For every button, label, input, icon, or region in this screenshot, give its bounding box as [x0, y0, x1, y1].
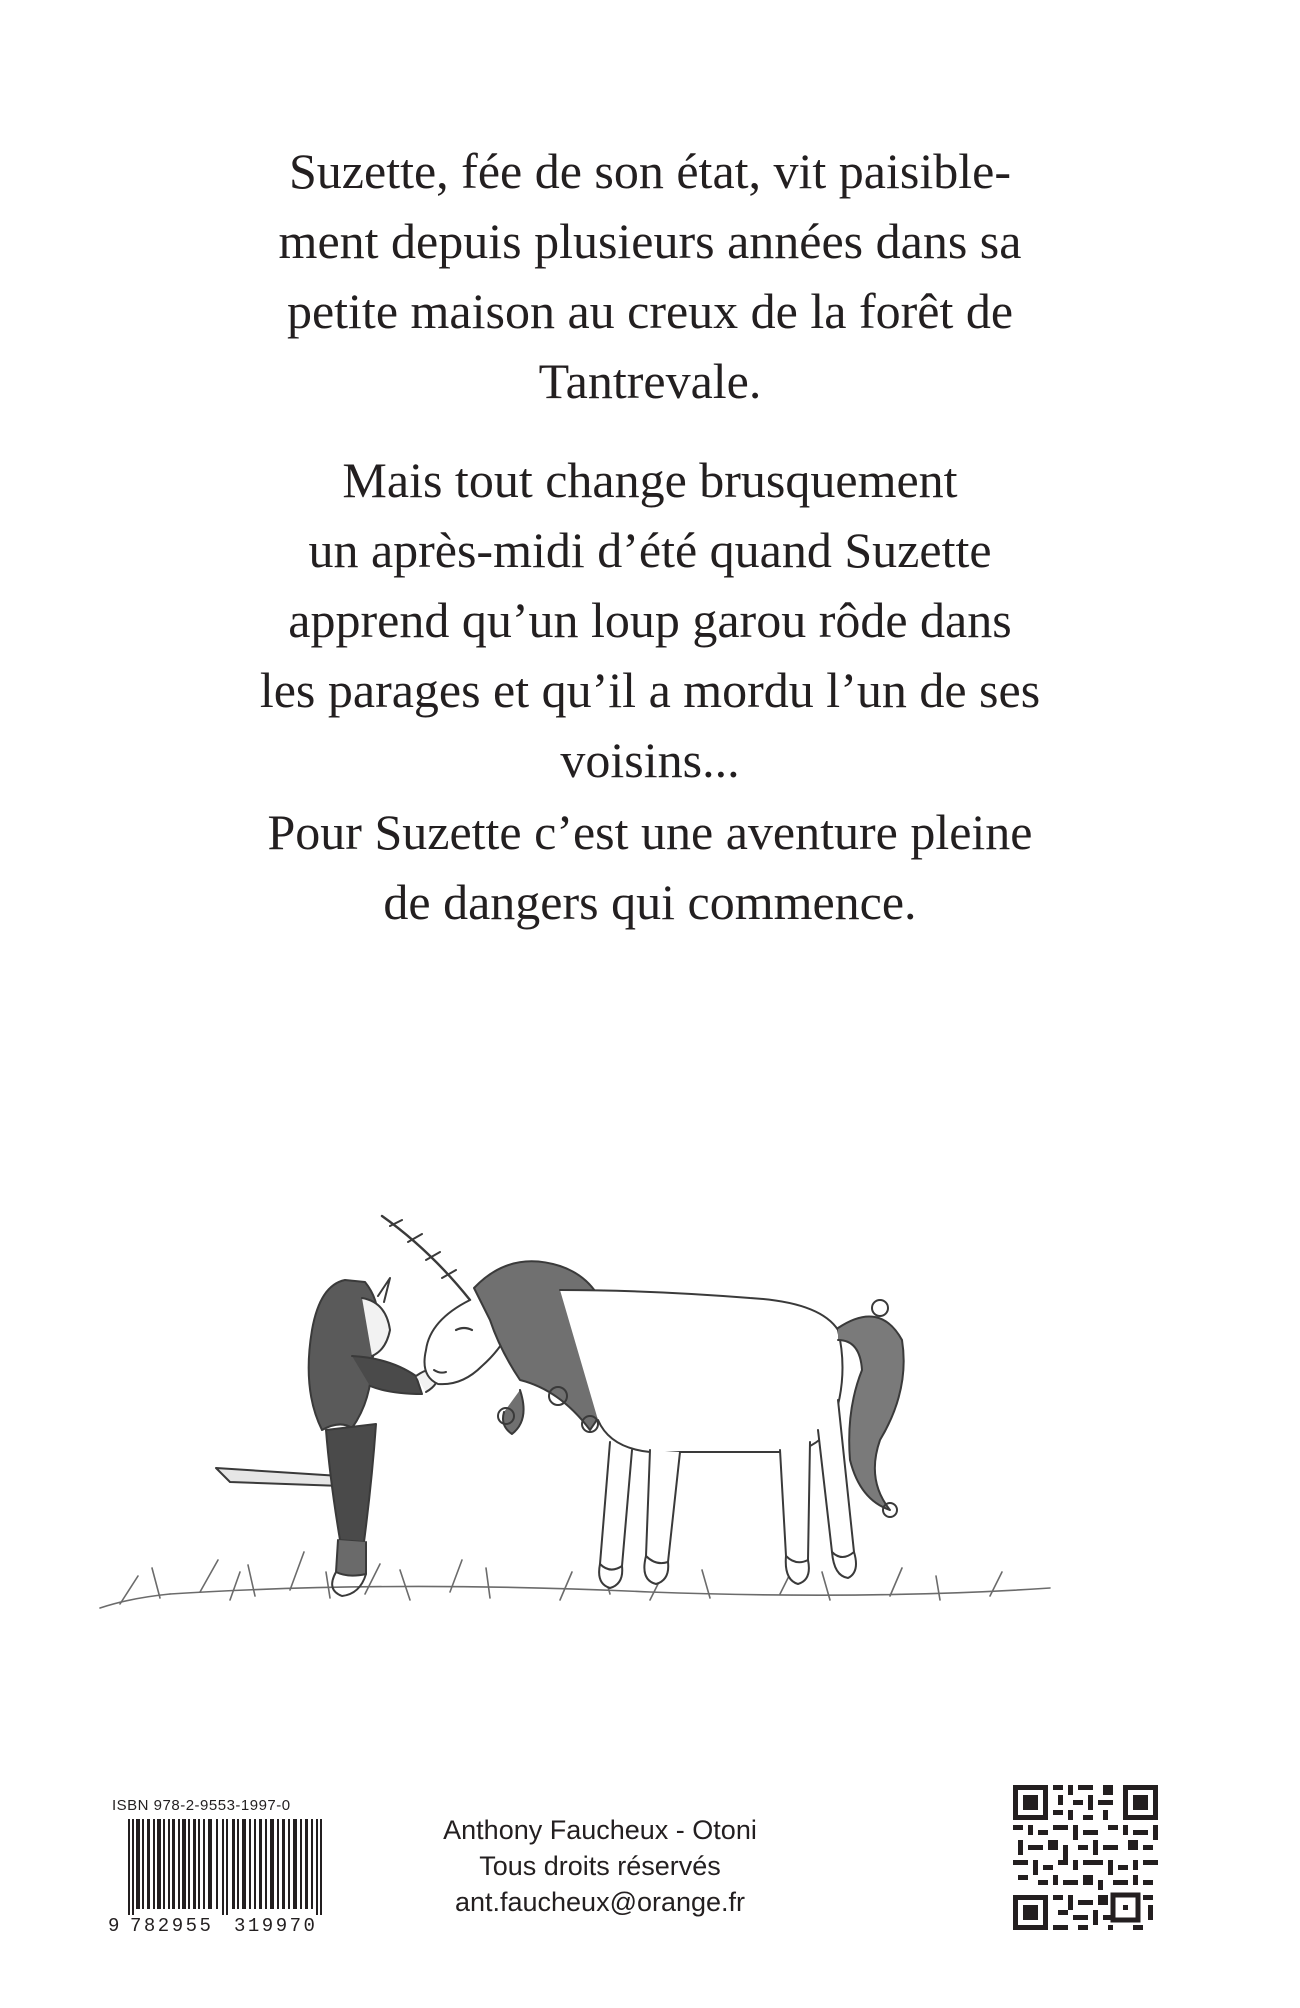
unicorn-drawing — [382, 1216, 904, 1588]
qr-code-icon — [1013, 1785, 1158, 1930]
blurb-paragraph-2 — [130, 445, 1170, 795]
blurb-line: Tantrevale. — [538, 353, 762, 409]
blurb-line: petite maison au creux de la forêt de — [286, 283, 1014, 339]
blurb-line: voisins... — [560, 732, 740, 788]
author-credits — [400, 1812, 800, 1920]
fairy-unicorn-illustration — [90, 1180, 1090, 1680]
rights-notice: Tous droits réservés — [479, 1851, 721, 1881]
author-name: Anthony Faucheux - Otoni — [443, 1815, 757, 1845]
contact-email: ant.faucheux@orange.fr — [454, 1887, 746, 1917]
barcode-digits-left: 782955 — [130, 1915, 214, 1937]
blurb-line: Mais tout change brusquement — [342, 452, 958, 508]
grass-drawing — [100, 1552, 1050, 1608]
isbn-barcode — [108, 1797, 340, 1947]
fairy-girl-drawing — [309, 1278, 439, 1596]
blurb-line: apprend qu’un loup garou rôde dans — [288, 592, 1012, 648]
isbn-label: ISBN 978-2-9553-1997-0 — [112, 1797, 291, 1814]
barcode-digit-first: 9 — [108, 1915, 120, 1937]
barcode-digits-right: 319970 — [234, 1915, 318, 1937]
blurb-paragraph-3 — [130, 797, 1170, 937]
blurb-line: un après-midi d’été quand Suzette — [308, 522, 992, 578]
blurb-paragraph-1 — [130, 136, 1170, 416]
blurb-line: Suzette, fée de son état, vit paisible- — [289, 143, 1011, 199]
blurb-line: ment depuis plusieurs années dans sa — [278, 213, 1022, 269]
blurb-line: les parages et qu’il a mordu l’un de ses — [259, 662, 1041, 718]
barcode-icon — [108, 1819, 340, 1915]
blurb-line: de dangers qui commence. — [383, 874, 917, 930]
blurb-line: Pour Suzette c’est une aventure pleine — [267, 804, 1033, 860]
